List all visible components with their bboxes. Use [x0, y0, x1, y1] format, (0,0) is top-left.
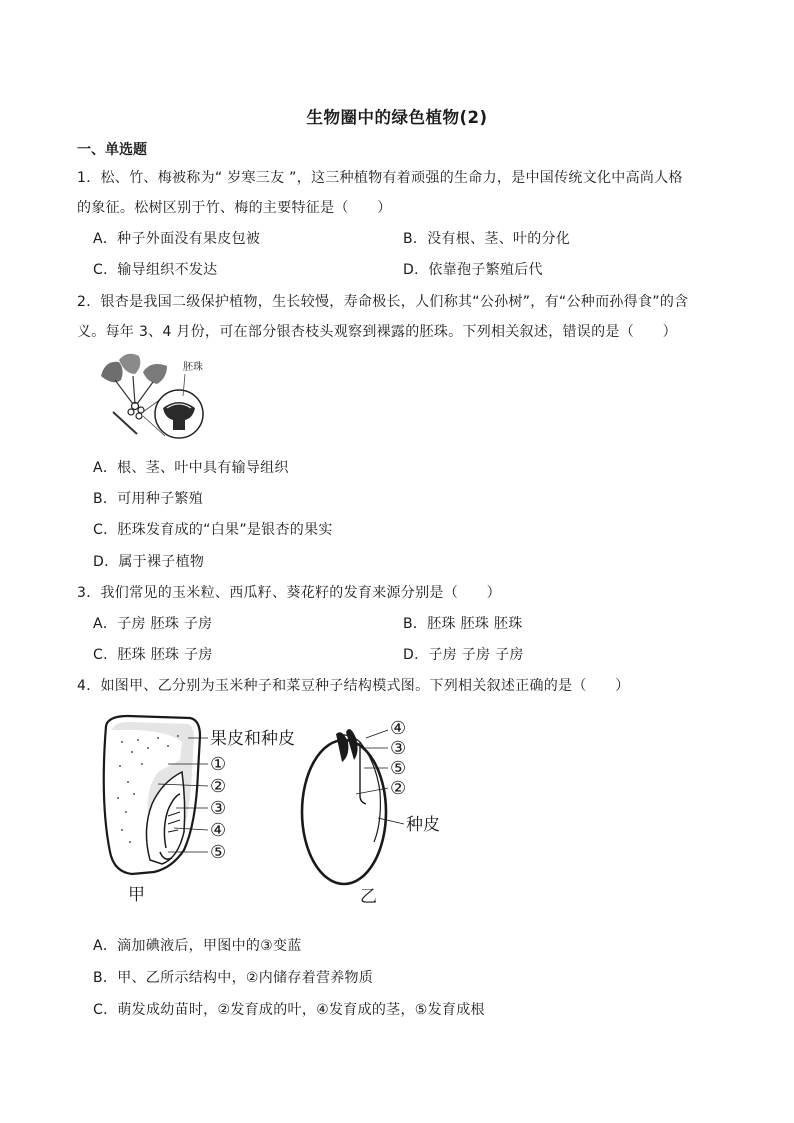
q1-option-d: D．依靠孢子繁殖后代 [403, 262, 543, 278]
q2-stem-line1: 2．银杏是我国二级保护植物，生长较慢，寿命极长，人们称其“公孙树”，有“公种而孙得食”的含 [77, 294, 689, 310]
yi-num-2: ② [390, 778, 407, 799]
q2-option-b: B．可用种子繁殖 [93, 491, 204, 507]
q3-option-d: D．子房 子房 子房 [403, 647, 524, 663]
jia-num-3: ③ [210, 798, 227, 819]
q4-option-a: A．滴加碘液后，甲图中的③变蓝 [93, 938, 302, 954]
yi-caption: 乙 [360, 887, 377, 907]
bean-seed-diagram [302, 718, 440, 907]
q2-option-a: A．根、茎、叶中具有输导组织 [93, 460, 289, 476]
q1-option-b: B．没有根、茎、叶的分化 [403, 231, 571, 247]
q1-option-a: A．种子外面没有果皮包被 [93, 231, 261, 247]
ginkgo-branch [113, 412, 137, 434]
ginkgo-leaf-3 [143, 364, 167, 384]
q2-stem-line2: 义。每年 3、4 月份，可在部分银杏枝头观察到裸露的胚珠。下列相关叙述，错误的是（ ） [77, 324, 677, 340]
q2-option-d: D．属于裸子植物 [93, 554, 205, 570]
jia-num-2: ② [210, 776, 227, 797]
yi-num-4: ④ [390, 718, 407, 739]
q4-stem: 4．如图甲、乙分别为玉米种子和菜豆种子结构模式图。下列相关叙述正确的是（ ） [77, 678, 630, 694]
q1-option-c: C．输导组织不发达 [93, 262, 218, 278]
seed-structure-figure [98, 712, 458, 910]
q4-option-c: C．萌发成幼苗时，②发育成的叶，④发育成的茎，⑤发育成根 [93, 1002, 485, 1018]
jia-num-5: ⑤ [210, 842, 227, 863]
corn-seed-diagram [104, 716, 295, 905]
q3-stem: 3．我们常见的玉米粒、西瓜籽、葵花籽的发育来源分别是（ ） [77, 585, 501, 601]
section-heading: 一、单选题 [77, 142, 147, 158]
yi-num-3: ③ [390, 738, 407, 759]
pericarp-label: 果皮和种皮 [210, 729, 295, 749]
ginkgo-leaf-1 [101, 362, 123, 382]
ovule-label: 胚珠 [183, 362, 203, 373]
jia-caption: 甲 [128, 885, 145, 905]
q1-stem-line2: 的象征。松树区别于竹、梅的主要特征是（ ） [77, 200, 392, 216]
jia-num-4: ④ [210, 820, 227, 841]
q3-option-a: A．子房 胚珠 子房 [93, 616, 213, 632]
page-title: 生物圈中的绿色植物(2) [306, 108, 488, 127]
yi-num-5: ⑤ [390, 758, 407, 779]
q4-option-b: B．甲、乙所示结构中，②内储存着营养物质 [93, 970, 374, 986]
q1-stem-line1: 1．松、竹、梅被称为“ 岁寒三友 ”，这三种植物有着顽强的生命力，是中国传统文化中高尚人格 [77, 170, 683, 186]
q3-option-b: B．胚珠 胚珠 胚珠 [403, 616, 523, 632]
seed-coat-label: 种皮 [406, 815, 440, 835]
q2-option-c: C．胚珠发育成的“白果”是银杏的果实 [93, 522, 333, 538]
q3-option-c: C．胚珠 胚珠 子房 [93, 647, 213, 663]
ginkgo-ovule-figure [93, 352, 213, 444]
jia-num-1: ① [210, 754, 227, 775]
